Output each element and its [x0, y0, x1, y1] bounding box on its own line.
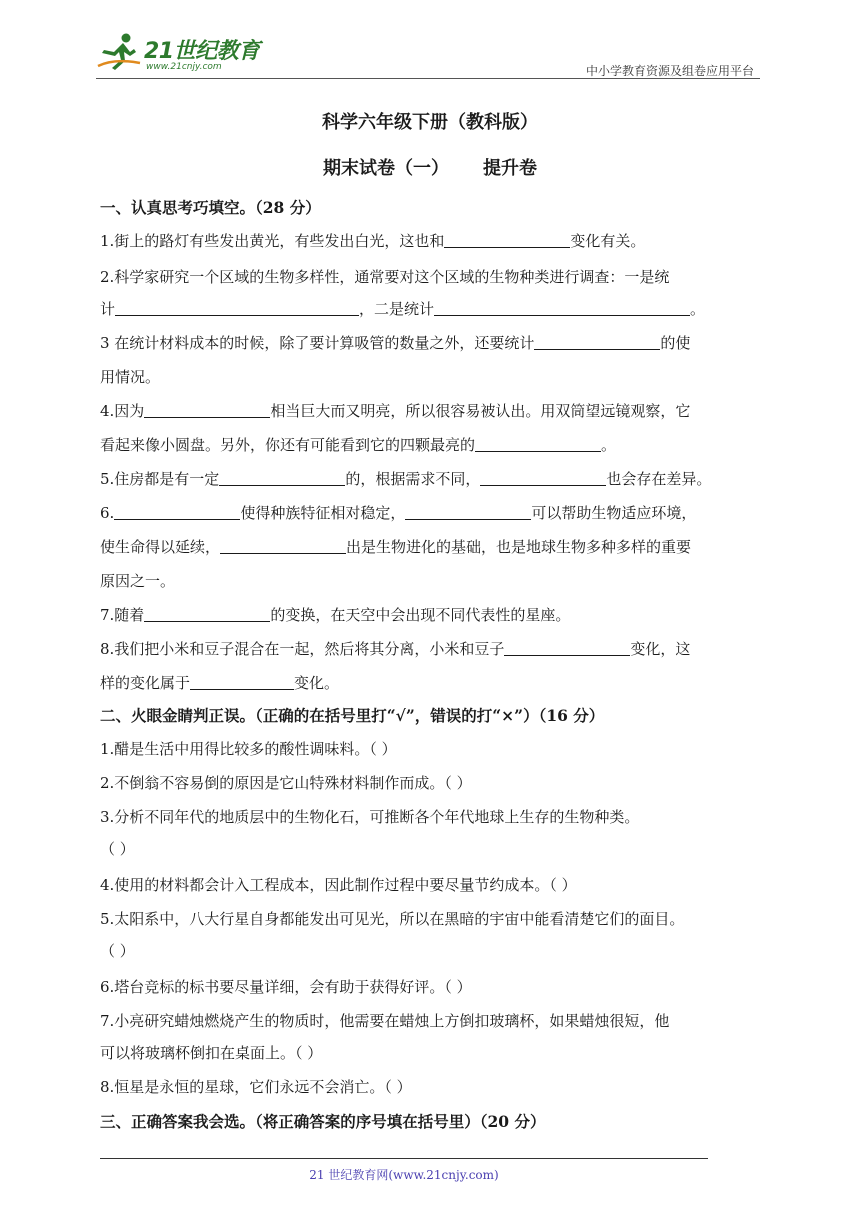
- judge-question-6[interactable]: 6.塔台竞标的标书要尽量详细，会有助于获得好评。（ ）: [100, 978, 472, 996]
- answer-blank[interactable]: [115, 301, 359, 316]
- q4-text-c: 看起来像小圆盘。另外，你还有可能看到它的四颗最亮的: [100, 436, 476, 454]
- fill-question-6-end: 原因之一。: [100, 572, 176, 590]
- answer-blank[interactable]: [434, 301, 690, 316]
- q3-text-b: 的使: [660, 334, 691, 352]
- logo-text: 21世纪教育: [144, 39, 260, 64]
- fill-question-4-cont: [100, 434, 616, 455]
- q4-text-d: 。: [601, 436, 617, 454]
- fill-question-5: [100, 468, 711, 489]
- q1-text-b: 变化有关。: [570, 232, 646, 250]
- q1-text-a: 1.街上的路灯有些发出黄光，有些发出白光，这也和: [100, 232, 445, 250]
- section-heading-3: 三、正确答案我会选。（将正确答案的序号填在括号里）（20 分）: [100, 1112, 546, 1131]
- q6-text-a: 6.: [100, 504, 115, 522]
- judge-answer-paren-5[interactable]: （ ）: [100, 942, 135, 960]
- q2-text-b: 计: [100, 300, 116, 318]
- fill-question-2-cont: [100, 298, 705, 319]
- answer-blank[interactable]: [405, 505, 531, 520]
- q7-text-b: 的变换，在天空中会出现不同代表性的星座。: [270, 606, 571, 624]
- header-divider: [96, 78, 760, 79]
- q6-text-d: 使生命得以延续，: [100, 538, 221, 556]
- page-header: [96, 28, 760, 78]
- answer-blank[interactable]: [444, 233, 570, 248]
- section-heading-1: 一、认真思考巧填空。（28 分）: [100, 198, 321, 217]
- judge-question-2[interactable]: 2.不倒翁不容易倒的原因是它山特殊材料制作而成。（ ）: [100, 774, 472, 792]
- fill-question-2: 2.科学家研究一个区域的生物多样性，通常要对这个区域的生物种类进行调查：一是统: [100, 268, 670, 286]
- answer-blank[interactable]: [144, 607, 270, 622]
- judge-question-1[interactable]: 1.醋是生活中用得比较多的酸性调味料。（ ）: [100, 740, 397, 758]
- subtitle-level: 提升卷: [483, 158, 537, 179]
- section-heading-2: 二、火眼金睛判正误。（正确的在括号里打“√”，错误的打“×”）（16 分）: [100, 706, 605, 725]
- q8-text-b: 变化，这: [630, 640, 691, 658]
- document-subtitle: [0, 154, 860, 180]
- judge-answer-paren-3[interactable]: （ ）: [100, 840, 135, 858]
- subtitle-exam: 期末试卷（一）: [323, 158, 449, 179]
- q6-text-e: 出是生物进化的基础，也是地球生物多种多样的重要: [346, 538, 692, 556]
- fill-question-8-cont: [100, 672, 339, 693]
- judge-question-8[interactable]: 8.恒星是永恒的星球，它们永远不会消亡。（ ）: [100, 1078, 412, 1096]
- q8-text-a: 8.我们把小米和豆子混合在一起，然后将其分离，小米和豆子: [100, 640, 505, 658]
- judge-question-3: 3.分析不同年代的地质层中的生物化石，可推断各个年代地球上生存的生物种类。: [100, 808, 640, 826]
- q4-text-a: 4.因为: [100, 402, 145, 420]
- runner-logo-icon: [96, 32, 142, 72]
- q5-text-a: 5.住房都是有一定: [100, 470, 220, 488]
- answer-blank[interactable]: [114, 505, 240, 520]
- footer-divider: [100, 1158, 708, 1159]
- answer-blank[interactable]: [504, 641, 630, 656]
- q5-text-b: 的，根据需求不同，: [345, 470, 481, 488]
- fill-question-6: [100, 502, 696, 523]
- answer-blank[interactable]: [144, 403, 270, 418]
- fill-question-3-cont: 用情况。: [100, 368, 161, 386]
- fill-question-8: [100, 638, 690, 659]
- answer-blank[interactable]: [475, 437, 601, 452]
- answer-blank[interactable]: [190, 675, 294, 690]
- fill-question-4: [100, 400, 690, 421]
- q3-text-a: 3 在统计材料成本的时候，除了要计算吸管的数量之外，还要统计: [100, 334, 535, 352]
- q4-text-b: 相当巨大而又明亮，所以很容易被认出。用双筒望远镜观察，它: [270, 402, 691, 420]
- footer-link[interactable]: 21 世纪教育网(www.21cnjy.com): [309, 1168, 499, 1182]
- q7-text-a: 7.随着: [100, 606, 145, 624]
- judge-question-7-cont[interactable]: 可以将玻璃杯倒扣在桌面上。（ ）: [100, 1044, 323, 1062]
- q8-text-d: 变化。: [294, 674, 340, 692]
- fill-question-6-cont: [100, 536, 691, 557]
- judge-question-4[interactable]: 4.使用的材料都会计入工程成本，因此制作过程中要尽量节约成本。（ ）: [100, 876, 577, 894]
- q8-text-c: 样的变化属于: [100, 674, 191, 692]
- answer-blank[interactable]: [219, 471, 345, 486]
- answer-blank[interactable]: [480, 471, 606, 486]
- judge-question-5: 5.太阳系中，八大行星自身都能发出可见光，所以在黑暗的宇宙中能看清楚它们的面目。: [100, 910, 685, 928]
- document-title: 科学六年级下册（教科版）: [322, 112, 538, 133]
- q6-text-c: 可以帮助生物适应环境，: [531, 504, 697, 522]
- brand-logo[interactable]: [96, 28, 266, 78]
- fill-question-7: [100, 604, 570, 625]
- header-tagline: 中小学教育资源及组卷应用平台: [585, 64, 754, 78]
- fill-question-1: [100, 230, 645, 251]
- answer-blank[interactable]: [220, 539, 346, 554]
- q5-text-c: 也会存在差异。: [606, 470, 712, 488]
- q2-text-d: 。: [690, 300, 706, 318]
- fill-question-3: [100, 332, 690, 353]
- judge-question-7: 7.小亮研究蜡烛燃烧产生的物质时，他需要在蜡烛上方倒扣玻璃杯，如果蜡烛很短，他: [100, 1012, 670, 1030]
- logo-url: www.21cnjy.com: [146, 62, 222, 72]
- q2-text-c: ，二是统计: [359, 300, 435, 318]
- answer-blank[interactable]: [534, 335, 660, 350]
- q6-text-b: 使得种族特征相对稳定，: [240, 504, 406, 522]
